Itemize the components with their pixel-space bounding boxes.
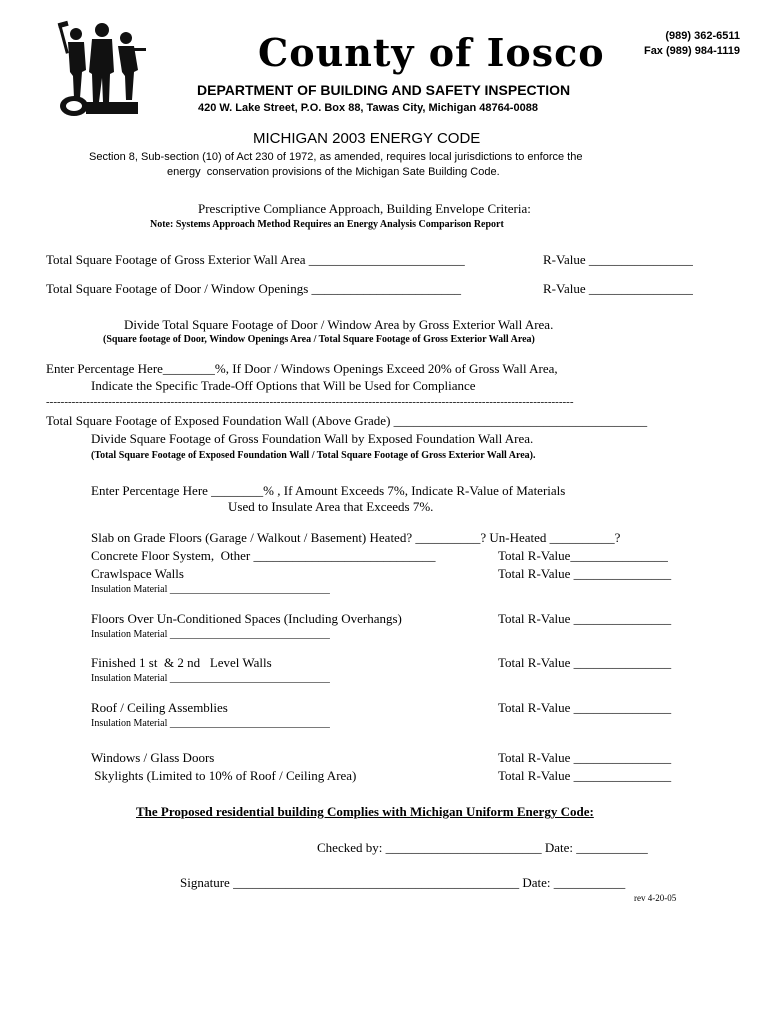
- department-address: 420 W. Lake Street, P.O. Box 88, Tawas City, Michigan 48764-0088: [198, 102, 538, 114]
- divide-note: (Square footage of Door, Window Openings Area / Total Square Footage of Gross Exterior Wall Area): [103, 334, 535, 345]
- divide-instruction: Divide Total Square Footage of Door / Window Area by Gross Exterior Wall Area.: [124, 317, 554, 332]
- phone-number: (989) 362-6511: [665, 30, 740, 42]
- crawlspace-label: Crawlspace Walls: [91, 566, 184, 581]
- door-window-field[interactable]: Total Square Footage of Door / Window Openings _______________________: [46, 281, 462, 296]
- code-title: MICHIGAN 2003 ENERGY CODE: [253, 130, 481, 147]
- county-title: County of Iosco: [258, 30, 605, 75]
- gross-wall-rvalue-field[interactable]: R-Value ________________: [543, 252, 693, 267]
- finished-walls-label: Finished 1 st & 2 nd Level Walls: [91, 655, 272, 670]
- county-logo-icon: [56, 20, 148, 120]
- door-window-rvalue-field[interactable]: R-Value ________________: [543, 281, 693, 296]
- finished-walls-rvalue-field[interactable]: Total R-Value _______________: [498, 655, 672, 670]
- roof-rvalue-field[interactable]: Total R-Value _______________: [498, 700, 672, 715]
- percentage-note-2: Used to Insulate Area that Exceeds 7%.: [228, 499, 434, 514]
- floors-rvalue-field[interactable]: Total R-Value _______________: [498, 611, 672, 626]
- crawlspace-insulation-field[interactable]: Insulation Material ________________________________: [91, 584, 330, 595]
- floors-insulation-field[interactable]: Insulation Material ________________________________: [91, 629, 330, 640]
- crawlspace-rvalue-field[interactable]: Total R-Value _______________: [498, 566, 672, 581]
- gross-wall-field[interactable]: Total Square Footage of Gross Exterior Wall Area ________________________: [46, 252, 465, 267]
- slab-heated-field[interactable]: Slab on Grade Floors (Garage / Walkout / Basement) Heated? __________? Un-Heated __________?: [91, 530, 621, 545]
- signature-field[interactable]: Signature ____________________________________________ Date: ___________: [180, 875, 626, 890]
- compliance-statement: The Proposed residential building Complies with Michigan Uniform Energy Code:: [136, 804, 594, 819]
- intro-line-1: Section 8, Sub-section (10) of Act 230 of 1972, as amended, requires local jurisdictions to enforce the: [89, 151, 583, 163]
- revision-label: rev 4-20-05: [634, 893, 677, 903]
- percentage-field-1[interactable]: Enter Percentage Here________%, If Door / Windows Openings Exceed 20% of Gross Wall Area,: [46, 361, 558, 376]
- foundation-wall-field[interactable]: Total Square Footage of Exposed Foundation Wall (Above Grade) _______________________________________: [46, 413, 648, 428]
- percentage-field-2[interactable]: Enter Percentage Here ________% , If Amount Exceeds 7%, Indicate R-Value of Materials: [91, 483, 566, 498]
- skylights-rvalue-field[interactable]: Total R-Value _______________: [498, 768, 672, 783]
- foundation-note: (Total Square Footage of Exposed Foundation Wall / Total Square Footage of Gross Exterior Wall Area).: [91, 450, 536, 461]
- checked-by-field[interactable]: Checked by: ________________________ Date: ___________: [317, 840, 648, 855]
- concrete-floor-field[interactable]: Concrete Floor System, Other ____________________________: [91, 548, 436, 563]
- section-separator: ------------------------------------------------------------------------------------------------------------------------------------------------: [46, 396, 574, 408]
- tradeoff-instruction: Indicate the Specific Trade-Off Options that Will be Used for Compliance: [91, 378, 476, 393]
- floors-label: Floors Over Un-Conditioned Spaces (Including Overhangs): [91, 611, 402, 626]
- concrete-rvalue-field[interactable]: Total R-Value_______________: [498, 548, 668, 563]
- approach-title: Prescriptive Compliance Approach, Building Envelope Criteria:: [198, 201, 531, 216]
- finished-walls-insulation-field[interactable]: Insulation Material ________________________________: [91, 673, 330, 684]
- approach-note: Note: Systems Approach Method Requires an Energy Analysis Comparison Report: [150, 219, 504, 230]
- roof-label: Roof / Ceiling Assemblies: [91, 700, 228, 715]
- fax-number: Fax (989) 984-1119: [643, 45, 740, 57]
- roof-insulation-field[interactable]: Insulation Material ________________________________: [91, 718, 330, 729]
- foundation-divide-instruction: Divide Square Footage of Gross Foundation Wall by Exposed Foundation Wall Area.: [91, 431, 534, 446]
- department-name: DEPARTMENT OF BUILDING AND SAFETY INSPECTION: [197, 82, 571, 98]
- skylights-label: Skylights (Limited to 10% of Roof / Ceiling Area): [91, 768, 357, 783]
- windows-label: Windows / Glass Doors: [91, 750, 215, 765]
- windows-rvalue-field[interactable]: Total R-Value _______________: [498, 750, 672, 765]
- intro-line-2: energy conservation provisions of the Michigan Sate Building Code.: [167, 166, 500, 178]
